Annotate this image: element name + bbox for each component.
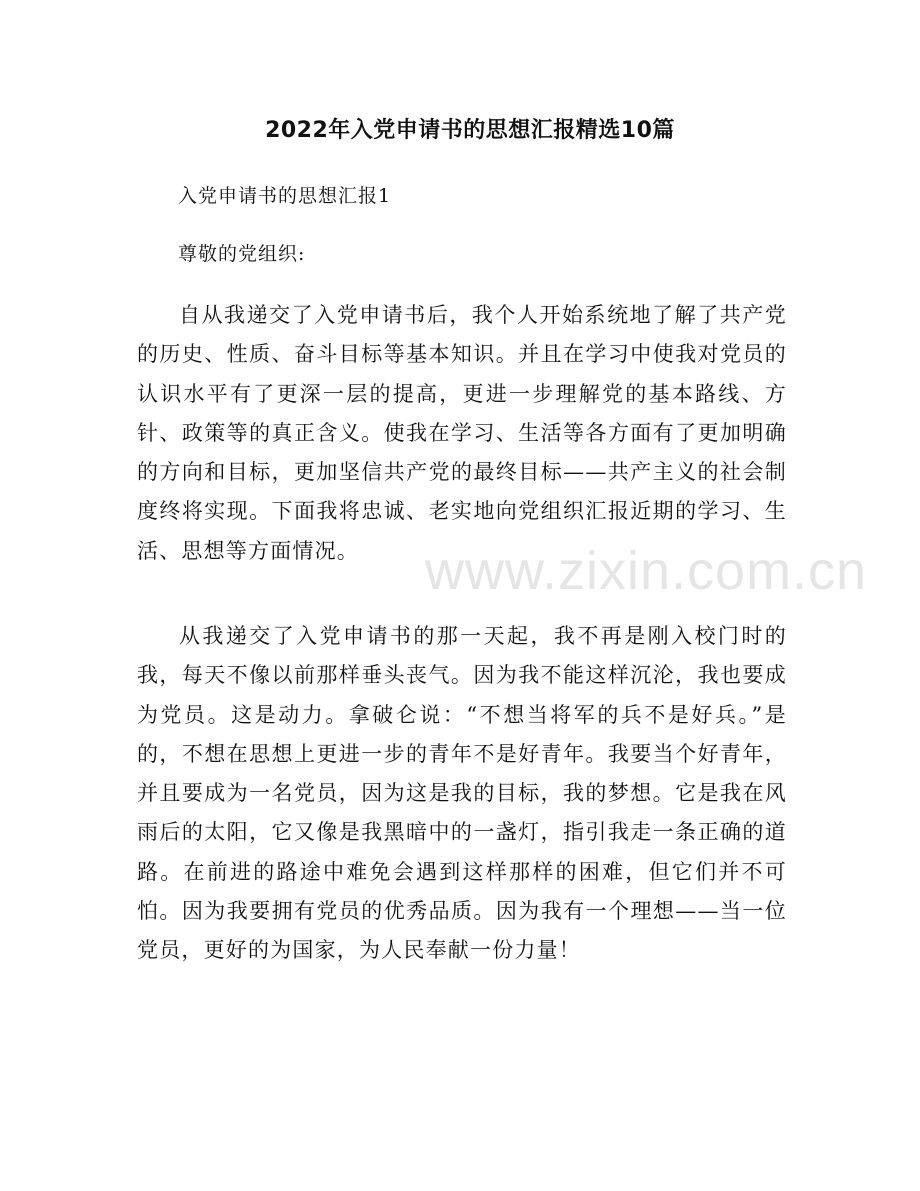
section-heading: 入党申请书的思想汇报1 [178, 185, 392, 207]
body-paragraph-1: 自从我递交了入党申请书后，我个人开始系统地了解了共产党的历史、性质、奋斗目标等基本知识。并且在学习中使我对党员的认识水平有了更深一层的提高，更进一步理解党的基本路线、方针、政策等的真正含义。使我在学习、生活等各方面有了更加明确的方向和目标，更加坚信共产党的最终目标——共产主义的社会制度终将实现。下面我将忠诚、老实地向党组织汇报近期的学习、生活、思想等方面情况。 [137, 303, 787, 563]
body-paragraph-2: 从我递交了入党申请书的那一天起，我不再是刚入校门时的我，每天不像以前那样垂头丧气。因为我不能这样沉沦，我也要成为党员。这是动力。拿破仑说：“不想当将军的兵不是好兵。”是的，不想在思想上更进一步的青年不是好青年。我要当个好青年，并且要成为一名党员，因为这是我的目标，我的梦想。它是我在风雨后的太阳，它又像是我黑暗中的一盏灯，指引我走一条正确的道路。在前进的路途中难免会遇到这样那样的困难，但它们并不可怕。因为我要拥有党员的优秀品质。因为我有一个理想——当一位党员，更好的为国家，为人民奉献一份力量！ [137, 624, 787, 963]
salutation: 尊敬的党组织: [178, 243, 306, 265]
document-title: 2022年入党申请书的思想汇报精选10篇 [265, 118, 675, 143]
watermark: www.zixin.com.cn [425, 541, 868, 601]
